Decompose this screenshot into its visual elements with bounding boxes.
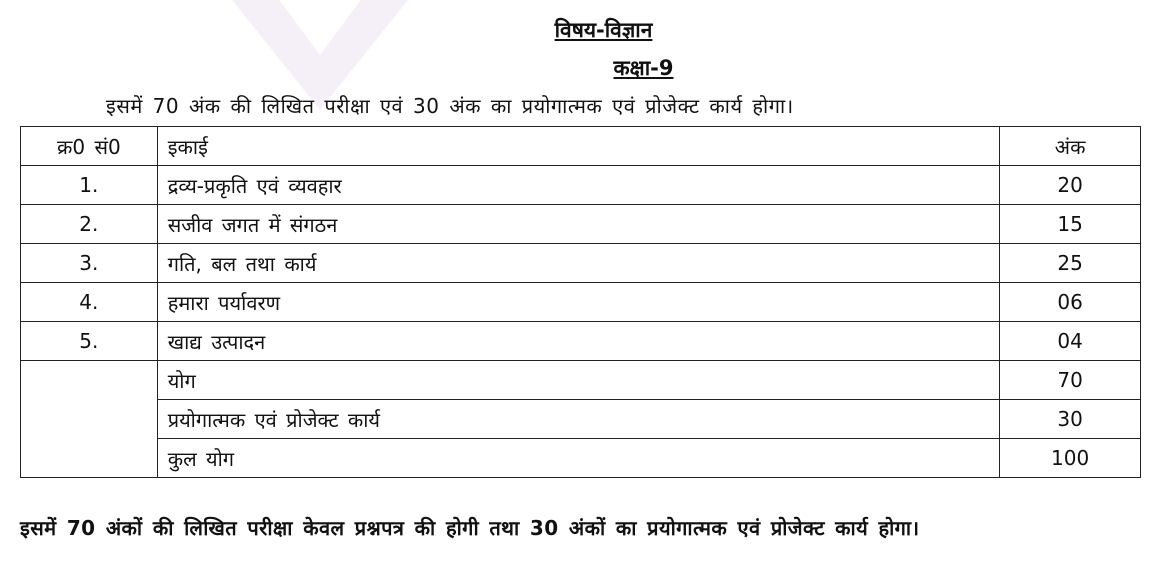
total-marks: 70: [1000, 361, 1141, 400]
practical-marks: 30: [1000, 400, 1141, 439]
row-marks: 15: [1000, 205, 1141, 244]
practical-row: [21, 400, 1141, 439]
table-header-row: [21, 127, 1141, 166]
row-serial: 2.: [21, 205, 158, 244]
row-marks: 25: [1000, 244, 1141, 283]
row-marks: 20: [1000, 166, 1141, 205]
grand-total-marks: 100: [1000, 439, 1141, 478]
header-serial: क्र0 सं0: [21, 127, 158, 166]
row-unit: द्रव्य-प्रकृति एवं व्यवहार: [157, 166, 1000, 205]
practical-label: प्रयोगात्मक एवं प्रोजेक्ट कार्य: [157, 400, 1000, 439]
marks-table: [20, 126, 1141, 478]
table-row: [21, 322, 1141, 361]
header-marks: अंक: [1000, 127, 1141, 166]
table-row: [21, 166, 1141, 205]
row-marks: 06: [1000, 283, 1141, 322]
row-marks: 04: [1000, 322, 1141, 361]
table-row: [21, 205, 1141, 244]
row-serial: 4.: [21, 283, 158, 322]
grand-total-label: कुल योग: [157, 439, 1000, 478]
total-label: योग: [157, 361, 1000, 400]
totals-blank-cell: [21, 361, 158, 478]
row-serial: 3.: [21, 244, 158, 283]
page-title: विषय-विज्ञान: [554, 18, 653, 42]
grand-total-row: [21, 439, 1141, 478]
total-row: [21, 361, 1141, 400]
intro-text: इसमें 70 अंक की लिखित परीक्षा एवं 30 अंक का प्रयोगात्मक एवं प्रोजेक्ट कार्य होगा।: [106, 94, 794, 118]
table-row: [21, 244, 1141, 283]
header-unit: इकाई: [157, 127, 1000, 166]
table-row: [21, 283, 1141, 322]
row-serial: 5.: [21, 322, 158, 361]
row-unit: हमारा पर्यावरण: [157, 283, 1000, 322]
row-unit: खाद्य उत्पादन: [157, 322, 1000, 361]
row-unit: गति, बल तथा कार्य: [157, 244, 1000, 283]
row-unit: सजीव जगत में संगठन: [157, 205, 1000, 244]
page-subtitle: कक्षा-9: [613, 56, 674, 80]
row-serial: 1.: [21, 166, 158, 205]
footer-note: इसमें 70 अंकों की लिखित परीक्षा केवल प्रश्नपत्र की होगी तथा 30 अंकों का प्रयोगात्मक एवं प्रोजेक्ट कार्य होगा।: [20, 516, 920, 540]
